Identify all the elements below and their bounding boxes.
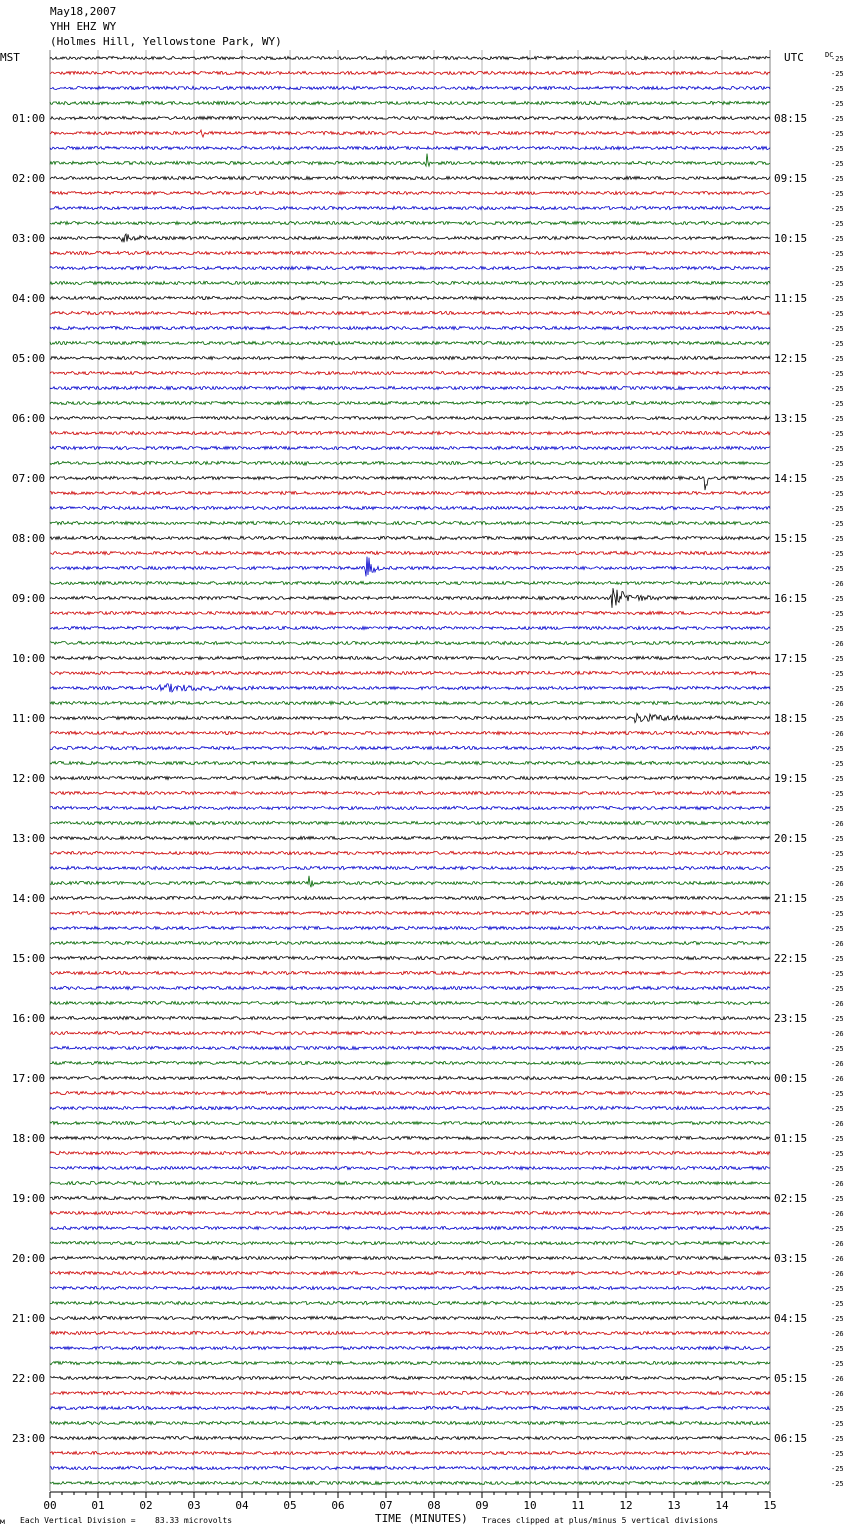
dc-offset-label: -26 [831, 700, 844, 708]
trace-row [50, 431, 770, 434]
dc-offset-label: -25 [831, 190, 844, 198]
trace-row [50, 551, 770, 554]
trace-row [50, 1451, 770, 1454]
trace-row [50, 71, 770, 74]
right-hour-label: 14:15 [774, 472, 808, 485]
dc-offset-label: -26 [831, 880, 844, 888]
trace-row [50, 876, 770, 888]
trace-row [50, 1361, 770, 1364]
left-hour-label: 13:00 [12, 832, 46, 845]
dc-offset-label: -25 [831, 1315, 844, 1323]
trace-row [50, 1181, 770, 1184]
dc-offset-label: -25 [831, 490, 844, 498]
trace-row [50, 588, 770, 608]
right-hour-label: 23:15 [774, 1012, 808, 1025]
trace-row [50, 791, 770, 794]
right-hour-label: 18:15 [774, 712, 808, 725]
dc-offset-label: -25 [831, 1015, 844, 1023]
trace-row [50, 130, 770, 137]
trace-row [50, 806, 770, 809]
dc-offset-label: -26 [831, 640, 844, 648]
dc-offset-label: -26 [831, 1330, 844, 1338]
trace-row [50, 941, 770, 944]
trace-row [50, 154, 770, 167]
right-hour-label: 21:15 [774, 892, 808, 905]
dc-offset-label: -25 [831, 775, 844, 783]
dc-offset-label: -25 [831, 370, 844, 378]
dc-offset-label: -25 [831, 835, 844, 843]
trace-row [50, 1016, 770, 1019]
right-hour-label: 22:15 [774, 952, 808, 965]
right-hour-label: 13:15 [774, 412, 808, 425]
dc-offset-label: -26 [831, 940, 844, 948]
trace-row [50, 281, 770, 284]
dc-offset-label: -25 [831, 1045, 844, 1053]
x-tick-label: 12 [619, 1499, 633, 1512]
trace-row [50, 626, 770, 629]
dc-offset-label: -25 [831, 1090, 844, 1098]
dc-offset-label: -25 [831, 760, 844, 768]
right-hour-label: 05:15 [774, 1372, 808, 1385]
trace-row [50, 296, 770, 299]
trace-row [50, 671, 770, 674]
trace-row [50, 1091, 770, 1094]
left-hour-label: 18:00 [12, 1132, 46, 1145]
trace-row [50, 1271, 770, 1274]
dc-offset-label: -25 [831, 1405, 844, 1413]
dc-offset-label: -26 [831, 1000, 844, 1008]
right-hour-label: 06:15 [774, 1432, 808, 1445]
dc-offset-label: -25 [831, 295, 844, 303]
trace-row [50, 836, 770, 839]
dc-offset-label: -25 [831, 265, 844, 273]
dc-offset-label: -25 [831, 970, 844, 978]
trace-row [50, 1316, 770, 1319]
trace-row [50, 1196, 770, 1199]
trace-row [50, 101, 770, 104]
trace-row [50, 356, 770, 359]
trace-row [50, 956, 770, 959]
dc-offset-label: -25 [831, 625, 844, 633]
dc-offset-label: -25 [831, 70, 844, 78]
trace-row [50, 446, 770, 449]
trace-row [50, 1331, 770, 1334]
trace-row [50, 1286, 770, 1289]
trace-row [50, 1256, 770, 1259]
dc-offset-label: -25 [831, 55, 844, 63]
dc-offset-label: -26 [831, 1390, 844, 1398]
trace-row [50, 1406, 770, 1409]
left-hour-label: 05:00 [12, 352, 46, 365]
x-tick-label: 01 [91, 1499, 105, 1512]
trace-row [50, 581, 770, 584]
trace-row [50, 1106, 770, 1109]
trace-row [50, 371, 770, 374]
dc-offset-label: -25 [831, 1420, 844, 1428]
dc-label: DC [825, 51, 834, 59]
dc-offset-label: -25 [831, 1360, 844, 1368]
trace-row [50, 1421, 770, 1424]
trace-row [50, 176, 770, 179]
clip-note: Traces clipped at plus/minus 5 vertical divisions [482, 1516, 719, 1525]
trace-row [50, 86, 770, 89]
dc-offset-label: -25 [831, 790, 844, 798]
dc-offset-label: -26 [831, 1030, 844, 1038]
left-hour-label: 10:00 [12, 652, 46, 665]
dc-offset-label: -25 [831, 280, 844, 288]
dc-offset-label: -25 [831, 505, 844, 513]
dc-offset-label: -25 [831, 1435, 844, 1443]
dc-offset-label: -25 [831, 550, 844, 558]
dc-offset-label: -25 [831, 325, 844, 333]
trace-row [50, 1121, 770, 1124]
plot-date: May18,2007 [50, 5, 117, 18]
dc-offset-label: -25 [831, 340, 844, 348]
left-hour-label: 09:00 [12, 592, 46, 605]
trace-row [50, 971, 770, 974]
right-hour-label: 00:15 [774, 1072, 808, 1085]
left-hour-label: 14:00 [12, 892, 46, 905]
trace-row [50, 896, 770, 899]
left-hour-label: 12:00 [12, 772, 46, 785]
dc-offset-label: -25 [831, 460, 844, 468]
left-hour-label: 08:00 [12, 532, 46, 545]
x-axis [43, 1492, 776, 1512]
trace-row [50, 1046, 770, 1049]
trace-row [50, 386, 770, 389]
trace-row [50, 656, 770, 659]
trace-row [50, 1136, 770, 1139]
dc-offset-label: -25 [831, 175, 844, 183]
dc-offset-label: -25 [831, 1225, 844, 1233]
dc-offset-label: -25 [831, 925, 844, 933]
trace-row [50, 536, 770, 539]
right-hour-label: 10:15 [774, 232, 808, 245]
trace-row [50, 1436, 770, 1439]
dc-offset-label: -25 [831, 955, 844, 963]
x-tick-label: 09 [475, 1499, 489, 1512]
trace-row [50, 191, 770, 194]
left-hour-label: 21:00 [12, 1312, 46, 1325]
trace-row [50, 731, 770, 734]
dc-offset-label: -25 [831, 85, 844, 93]
trace-row [50, 234, 770, 242]
dc-offset-label: -25 [831, 1135, 844, 1143]
right-hour-label: 19:15 [774, 772, 808, 785]
dc-offset-label: -25 [831, 475, 844, 483]
x-tick-label: 08 [427, 1499, 441, 1512]
dc-offset-label: -26 [831, 730, 844, 738]
right-hour-label: 08:15 [774, 112, 808, 125]
x-tick-label: 06 [331, 1499, 345, 1512]
trace-row [50, 1031, 770, 1034]
trace-row [50, 1481, 770, 1484]
dc-offset-label: -25 [831, 655, 844, 663]
right-hour-label: 09:15 [774, 172, 808, 185]
right-hour-label: 01:15 [774, 1132, 808, 1145]
dc-offset-label: -25 [831, 850, 844, 858]
seismic-traces [50, 56, 770, 1484]
dc-offset-label: -25 [831, 430, 844, 438]
right-hour-label: 20:15 [774, 832, 808, 845]
trace-row [50, 326, 770, 329]
left-hour-label: 23:00 [12, 1432, 46, 1445]
dc-offset-label: -25 [831, 565, 844, 573]
dc-offset-label: -25 [831, 115, 844, 123]
trace-row [50, 311, 770, 314]
dc-offset-label: -25 [831, 1165, 844, 1173]
dc-offset-label: -26 [831, 580, 844, 588]
trace-row [50, 821, 770, 824]
dc-offset-label: -25 [831, 805, 844, 813]
trace-row [50, 1376, 770, 1379]
x-tick-label: 10 [523, 1499, 537, 1512]
trace-row [50, 1001, 770, 1004]
dc-offset-label: -25 [831, 865, 844, 873]
dc-offset-label: -25 [831, 685, 844, 693]
trace-row [50, 851, 770, 854]
dc-offset-label: -25 [831, 250, 844, 258]
dc-offset-label: -25 [831, 415, 844, 423]
dc-offset-label: -26 [831, 1240, 844, 1248]
dc-offset-label: -25 [831, 235, 844, 243]
dc-offset-label: -25 [831, 985, 844, 993]
trace-row [50, 611, 770, 614]
trace-row [50, 1151, 770, 1154]
time-grid [50, 50, 770, 1491]
trace-row [50, 1466, 770, 1469]
dc-offset-label: -25 [831, 355, 844, 363]
dc-offset-label: -25 [831, 400, 844, 408]
station-location: (Holmes Hill, Yellowstone Park, WY) [50, 35, 282, 48]
trace-row [50, 1391, 770, 1394]
left-hour-label: 20:00 [12, 1252, 46, 1265]
trace-row [50, 926, 770, 929]
trace-row [50, 986, 770, 989]
trace-row [50, 684, 770, 692]
trace-row [50, 776, 770, 779]
trace-row [50, 641, 770, 644]
dc-offset-label: -26 [831, 1180, 844, 1188]
right-hour-label: 11:15 [774, 292, 808, 305]
trace-row [50, 206, 770, 209]
dc-offset-label: -25 [831, 745, 844, 753]
x-axis-title: TIME (MINUTES) [375, 1512, 468, 1525]
x-tick-label: 11 [571, 1499, 585, 1512]
trace-row [50, 416, 770, 419]
right-hour-label: 03:15 [774, 1252, 808, 1265]
right-hour-label: 04:15 [774, 1312, 808, 1325]
x-tick-label: 03 [187, 1499, 201, 1512]
trace-row [50, 557, 770, 577]
x-tick-label: 04 [235, 1499, 249, 1512]
dc-offset-label: -26 [831, 1120, 844, 1128]
trace-row [50, 506, 770, 509]
x-tick-label: 13 [667, 1499, 681, 1512]
trace-row [50, 761, 770, 764]
x-tick-label: 07 [379, 1499, 393, 1512]
station-code: YHH EHZ WY [50, 20, 117, 33]
scale-value: 83.33 microvolts [155, 1516, 233, 1525]
left-hour-label: 16:00 [12, 1012, 46, 1025]
trace-row [50, 1076, 770, 1079]
dc-offset-label: -25 [831, 1195, 844, 1203]
dc-offset-label: -25 [831, 1105, 844, 1113]
trace-row [50, 56, 770, 59]
x-tick-label: 00 [43, 1499, 57, 1512]
right-hour-label: 16:15 [774, 592, 808, 605]
dc-offset-label: -25 [831, 205, 844, 213]
trace-row [50, 746, 770, 749]
dc-offset-label: -25 [831, 910, 844, 918]
trace-row [50, 911, 770, 914]
left-hour-label: 15:00 [12, 952, 46, 965]
dc-offset-label: -25 [831, 220, 844, 228]
trace-row [50, 1211, 770, 1214]
trace-row [50, 461, 770, 465]
dc-offset-label: -26 [831, 820, 844, 828]
dc-offset-label: -25 [831, 670, 844, 678]
x-tick-label: 15 [763, 1499, 777, 1512]
dc-offset-label: -25 [831, 1300, 844, 1308]
x-tick-label: 02 [139, 1499, 153, 1512]
trace-row [50, 116, 770, 119]
trace-row [50, 714, 770, 723]
dc-offset-label: -25 [831, 1345, 844, 1353]
trace-row [50, 491, 770, 494]
trace-row [50, 401, 770, 404]
dc-offset-label: -25 [831, 1450, 844, 1458]
left-hour-label: 11:00 [12, 712, 46, 725]
right-hour-label: 12:15 [774, 352, 808, 365]
left-timezone-label: MST [0, 51, 20, 64]
trace-row [50, 146, 770, 149]
left-hour-label: 17:00 [12, 1072, 46, 1085]
dc-offset-label: -25 [831, 100, 844, 108]
trace-row [50, 1346, 770, 1349]
dc-offset-label: -25 [831, 1480, 844, 1488]
left-hour-label: 03:00 [12, 232, 46, 245]
dc-offset-label: -26 [831, 1210, 844, 1218]
trace-row [50, 1061, 770, 1064]
dc-offset-label: -25 [831, 385, 844, 393]
left-hour-label: 06:00 [12, 412, 46, 425]
right-hour-label: 15:15 [774, 532, 808, 545]
dc-offset-label: -25 [831, 310, 844, 318]
trace-row [50, 1241, 770, 1244]
dc-offset-label: -25 [831, 895, 844, 903]
trace-row [50, 221, 770, 224]
x-tick-label: 05 [283, 1499, 297, 1512]
dc-offset-label: -25 [831, 520, 844, 528]
trace-row [50, 476, 770, 490]
dc-offset-label: -25 [831, 715, 844, 723]
trace-row [50, 701, 770, 704]
trace-row [50, 521, 770, 524]
scale-label: Each Vertical Division = [20, 1516, 136, 1525]
trace-row [50, 866, 770, 869]
dc-offset-label: -25 [831, 535, 844, 543]
dc-offset-label: -25 [831, 445, 844, 453]
x-tick-label: 14 [715, 1499, 729, 1512]
dc-offset-label: -26 [831, 1375, 844, 1383]
trace-row [50, 251, 770, 254]
trace-row [50, 1226, 770, 1229]
left-hour-label: 19:00 [12, 1192, 46, 1205]
left-hour-label: 22:00 [12, 1372, 46, 1385]
dc-offset-label: -25 [831, 1285, 844, 1293]
footer-mark: м [0, 1517, 5, 1526]
dc-offset-label: -25 [831, 610, 844, 618]
right-hour-label: 17:15 [774, 652, 808, 665]
left-hour-label: 02:00 [12, 172, 46, 185]
trace-row [50, 266, 770, 269]
dc-offset-label: -25 [831, 595, 844, 603]
dc-offset-label: -25 [831, 1150, 844, 1158]
dc-offset-label: -26 [831, 1270, 844, 1278]
trace-row [50, 341, 770, 344]
dc-offset-label: -25 [831, 145, 844, 153]
dc-offset-label: -26 [831, 1255, 844, 1263]
right-timezone-label: UTC [784, 51, 804, 64]
trace-row [50, 1301, 770, 1304]
dc-offset-label: -26 [831, 1060, 844, 1068]
left-hour-label: 01:00 [12, 112, 46, 125]
right-hour-label: 02:15 [774, 1192, 808, 1205]
trace-row [50, 1166, 770, 1169]
dc-offset-label: -25 [831, 1465, 844, 1473]
dc-offset-label: -25 [831, 130, 844, 138]
left-hour-label: 07:00 [12, 472, 46, 485]
left-hour-label: 04:00 [12, 292, 46, 305]
dc-offset-label: -26 [831, 1075, 844, 1083]
dc-offset-label: -25 [831, 160, 844, 168]
